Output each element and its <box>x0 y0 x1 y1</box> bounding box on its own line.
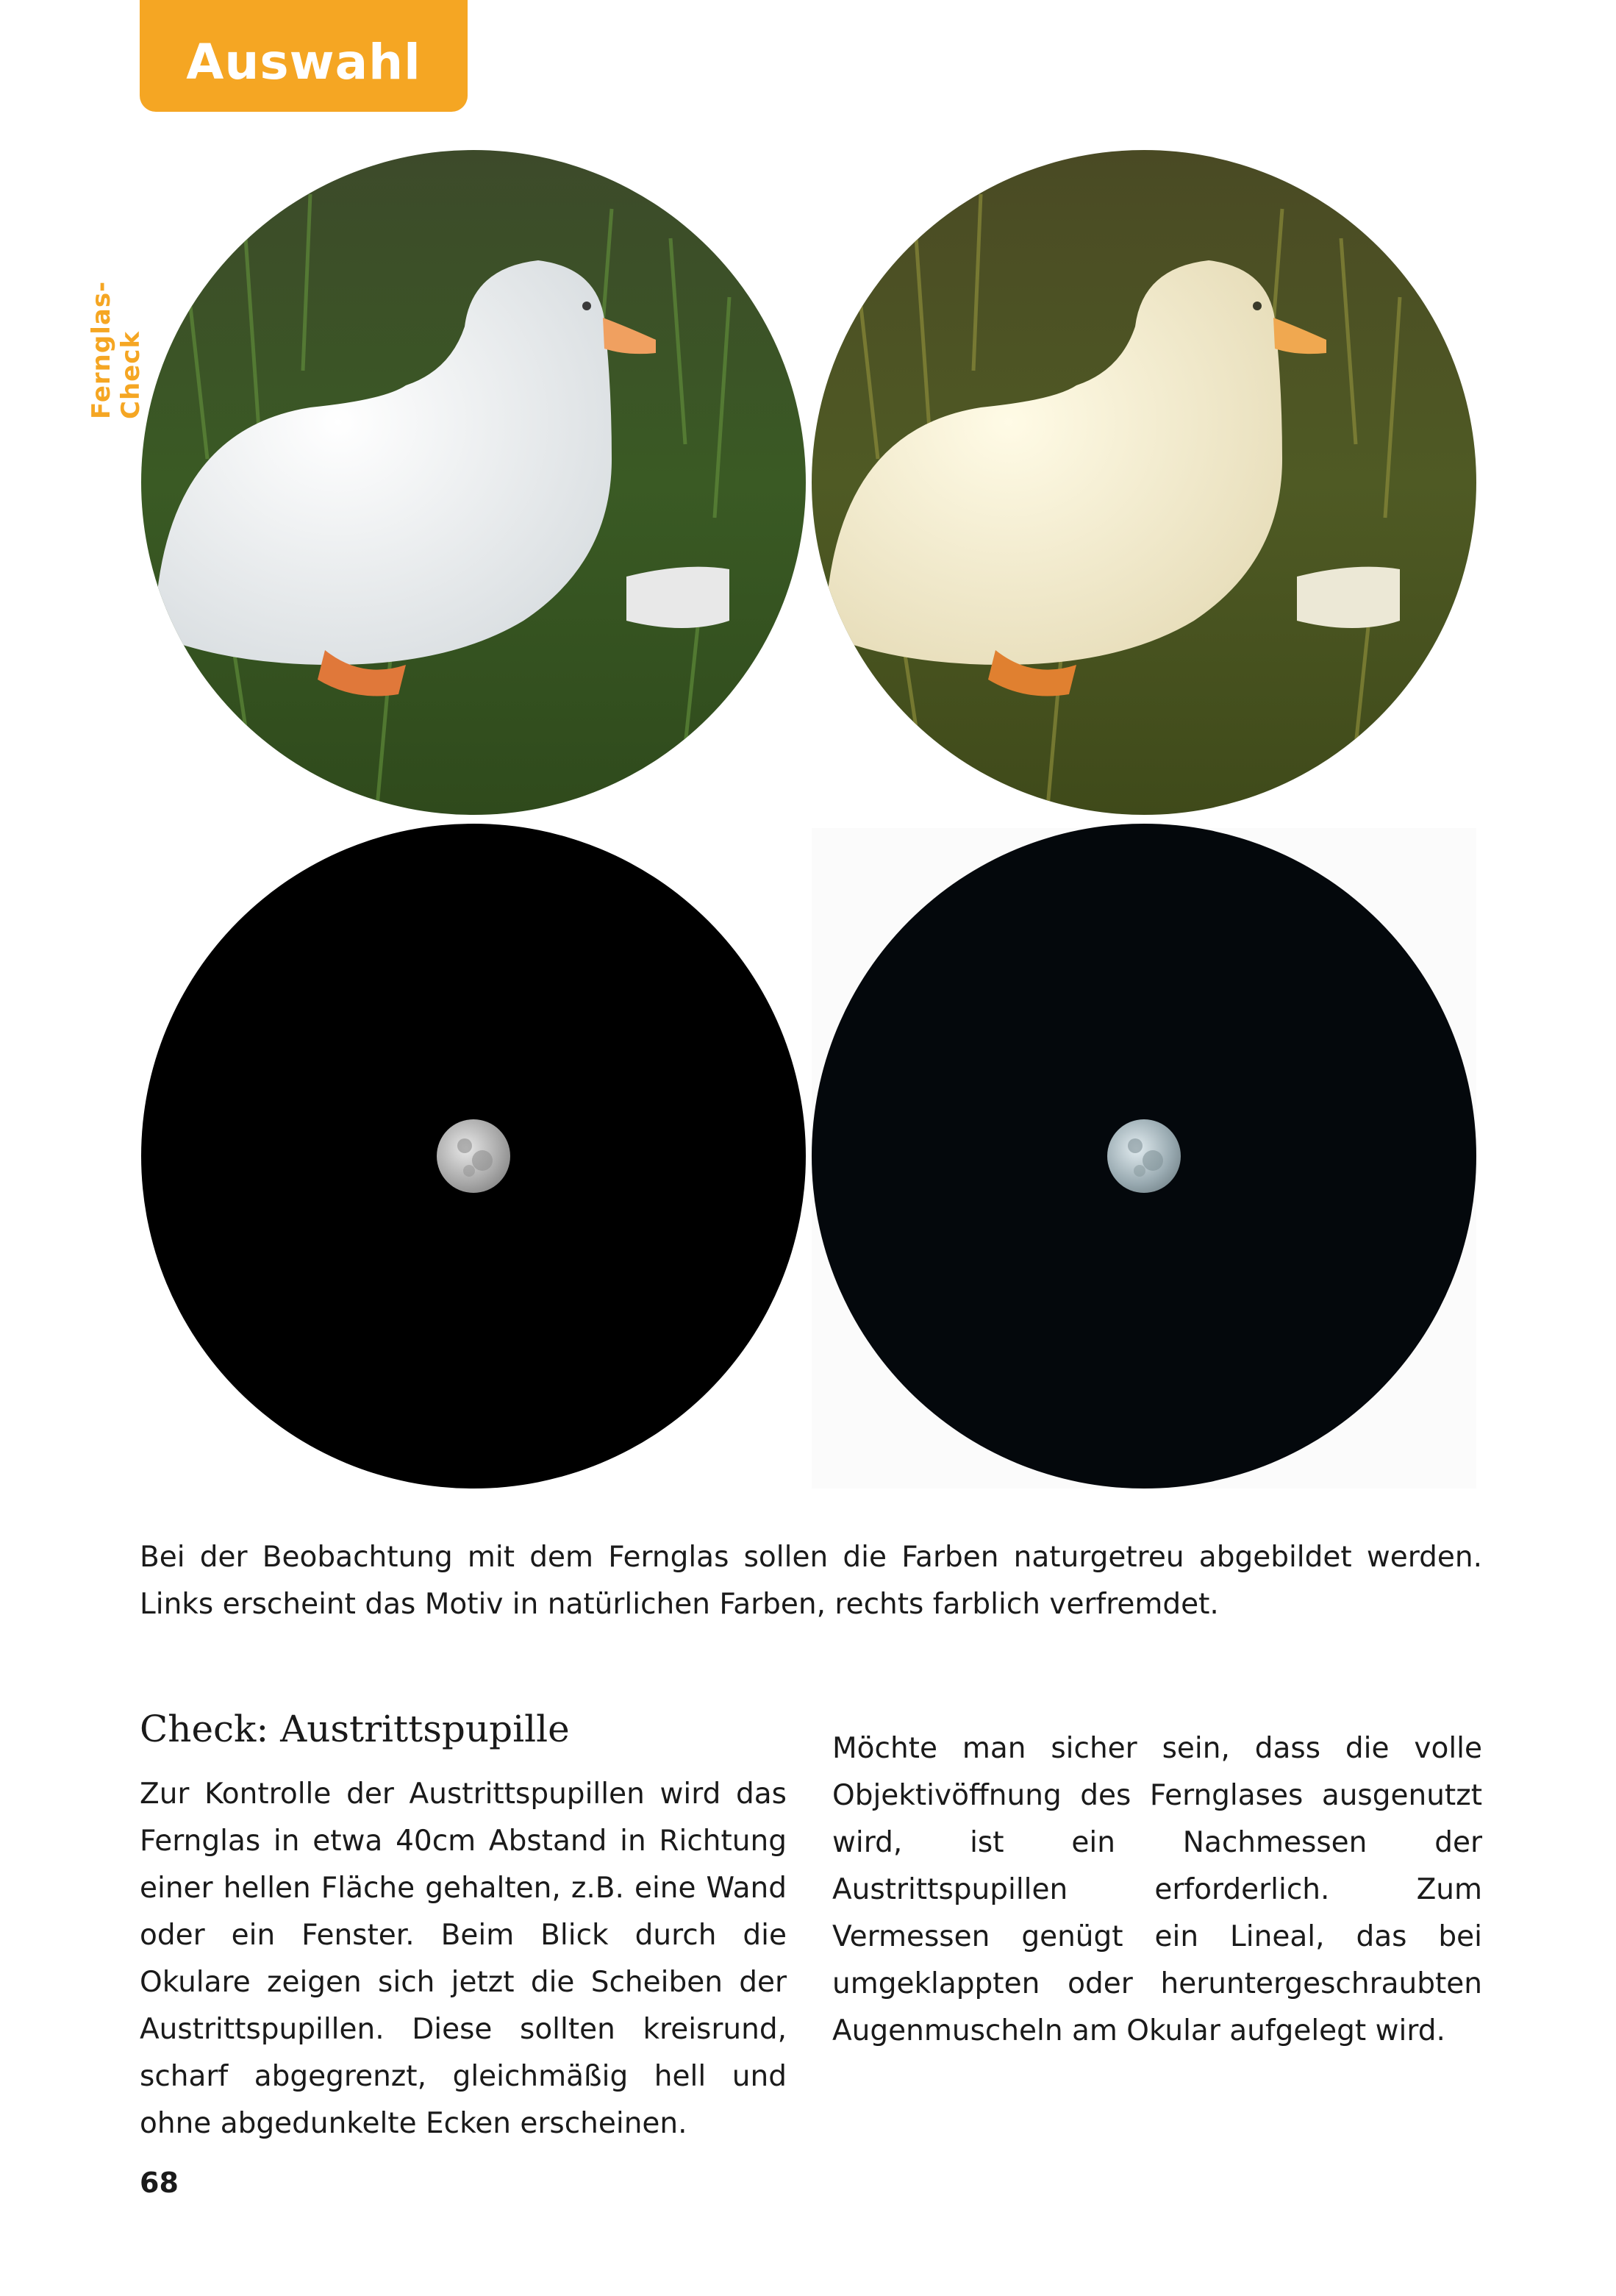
body-text-left: Zur Kontrolle der Austrittspupillen wird das Fernglas in etwa 40cm Abstand in Richtung einer hellen Fläche gehalten, z.B. eine Wand oder ein Fenster. Beim Blick durch die Okulare zeigen sich jetzt die Scheiben der Austrittspupillen. Diese sollten kreisrund, scharf abgegrenzt, gleichmäßig hell und ohne abgedunkelte Ecken erscheinen. <box>140 1778 787 2140</box>
moon-natural <box>437 1119 510 1193</box>
figure-caption: Bei der Beobachtung mit dem Fernglas sollen die Farben naturgetreu abgebildet werden. Links erscheint das Motiv in natürlichen Farben, rechts farblich verfremdet. <box>140 1541 1482 1621</box>
duck-natural-image <box>141 150 806 815</box>
section-tab-label: Auswahl <box>186 33 421 90</box>
section-heading: Check: Austrittspupille <box>140 1708 570 1750</box>
page-number: 68 <box>140 2167 179 2199</box>
moon-tinted-image <box>812 824 1476 1489</box>
side-label: Fernglas-Check <box>87 280 146 419</box>
duck-tinted-image <box>812 150 1476 815</box>
body-text-right: Möchte man sicher sein, dass die volle Objektivöffnung des Fernglases ausgenutzt wird, ist ein Nachmessen der Austrittspupillen erforderlich. Zum Vermessen genügt ein Lineal, das bei umgeklappten oder heruntergeschraubten Augenmuscheln am Okular aufgelegt wird. <box>832 1732 1482 2047</box>
section-tab <box>140 0 468 112</box>
moon-tinted <box>1107 1119 1181 1193</box>
moon-natural-image <box>141 824 806 1489</box>
